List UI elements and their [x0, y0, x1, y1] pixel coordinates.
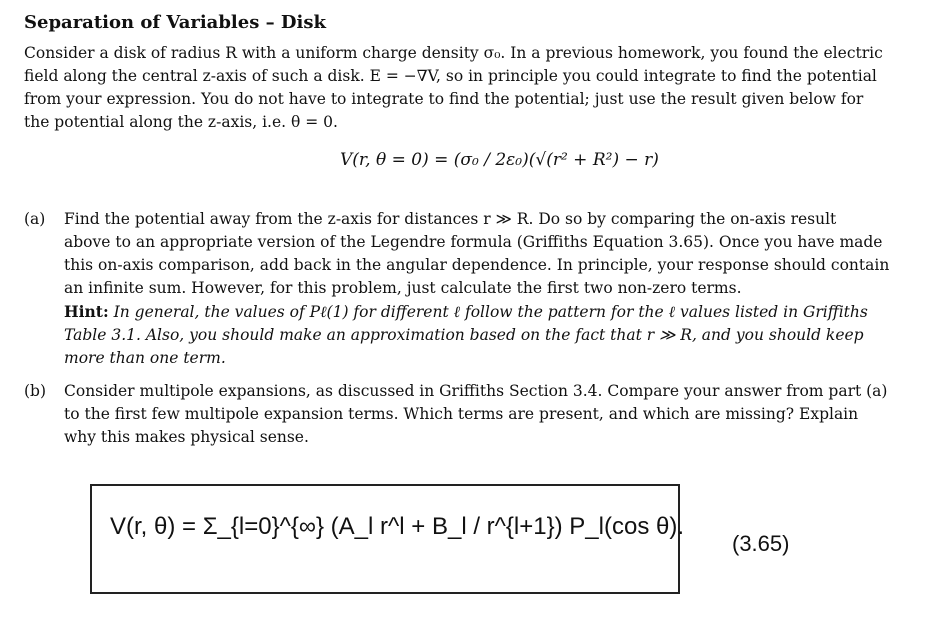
part-b-line-2: to the first few multipole expansion terms. Which terms are present, and which are missing? Explain	[64, 405, 859, 423]
hint-line-3: more than one term.	[64, 349, 226, 367]
part-a-line-1: Find the potential away from the z-axis for distances r ≫ R. Do so by comparing the on-axis result	[64, 210, 837, 228]
hint-line-2: Table 3.1. Also, you should make an approximation based on the fact that r ≫ R, and you should keep	[64, 326, 864, 344]
part-b-label: (b)	[24, 382, 47, 400]
hint-label: Hint:	[64, 302, 109, 321]
problem-title: Separation of Variables – Disk	[24, 12, 326, 33]
intro-paragraph	[24, 42, 924, 134]
intro-line-3: from your expression. You do not have to integrate to find the potential; just use the result given below for	[24, 90, 864, 108]
given-potential-equation: V(r, θ = 0) = (σ₀ / 2ε₀)(√(r² + R²) − r)	[340, 150, 659, 170]
intro-line-2: field along the central z-axis of such a disk. E = −∇V, so in principle you could integrate to find the potential	[24, 67, 877, 85]
part-a-line-4: an infinite sum. However, for this problem, just calculate the first two non-zero terms.	[64, 279, 742, 297]
part-a	[24, 208, 934, 368]
hint-line-1: In general, the values of Pℓ(1) for different ℓ follow the pattern for the ℓ values listed in Griffiths	[113, 303, 868, 321]
part-a-line-2: above to an appropriate version of the Legendre formula (Griffiths Equation 3.65). Once you have made	[64, 233, 883, 251]
part-a-label: (a)	[24, 210, 46, 228]
intro-line-1: Consider a disk of radius R with a uniform charge density σ₀. In a previous homework, you found the electric	[24, 44, 883, 62]
part-b-line-3: why this makes physical sense.	[64, 428, 309, 446]
intro-line-4: the potential along the z-axis, i.e. θ = 0.	[24, 113, 338, 131]
part-a-hint	[64, 300, 934, 370]
legendre-equation: V(r, θ) = Σ_{l=0}^{∞} (A_l r^l + B_l / r^{l+1}) P_l(cos θ).	[110, 513, 684, 540]
part-b	[24, 380, 934, 455]
part-b-line-1: Consider multipole expansions, as discussed in Griffiths Section 3.4. Compare your answer from part (a)	[64, 382, 888, 400]
equation-number: (3.65)	[732, 531, 790, 556]
part-a-line-3: this on-axis comparison, add back in the angular dependence. In principle, your response should contain	[64, 256, 890, 274]
